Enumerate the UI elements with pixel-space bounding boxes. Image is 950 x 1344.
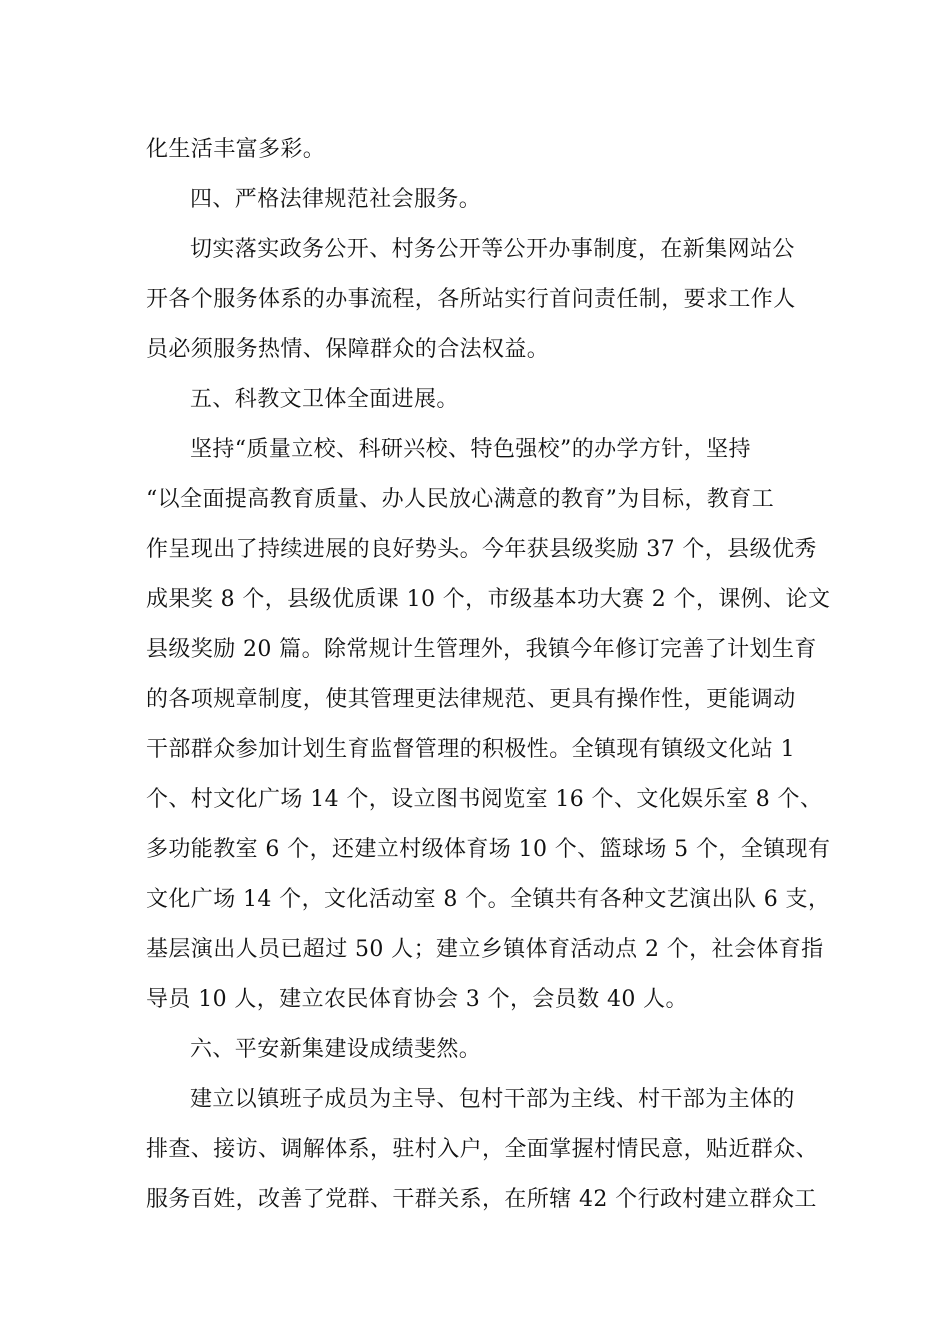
text-line-5: 员必须服务热情、保障群众的合法权益。 <box>146 337 550 362</box>
text-line-7: 坚持“质量立校、科研兴校、特色强校”的办学方针，坚持 <box>190 437 751 462</box>
text-line-21: 排查、接访、调解体系，驻村入户，全面掌握村情民意，贴近群众、 <box>146 1137 819 1162</box>
text-line-9: 作呈现出了持续进展的良好势头。今年获县级奖励 37 个，县级优秀 <box>146 537 817 562</box>
text-line-4: 开各个服务体系的办事流程，各所站实行首问责任制，要求工作人 <box>146 287 796 312</box>
text-line-18: 导员 10 人，建立农民体育协会 3 个，会员数 40 人。 <box>146 987 688 1012</box>
text-line-20: 建立以镇班子成员为主导、包村干部为主线、村干部为主体的 <box>190 1087 795 1112</box>
text-line-22: 服务百姓，改善了党群、干群关系，在所辖 42 个行政村建立群众工 <box>146 1187 817 1212</box>
text-line-11: 县级奖励 20 篇。除常规计生管理外，我镇今年修订完善了计划生育 <box>146 637 817 662</box>
text-line-3: 切实落实政务公开、村务公开等公开办事制度，在新集网站公 <box>190 237 795 262</box>
text-line-10: 成果奖 8 个，县级优质课 10 个，市级基本功大赛 2 个，课例、论文 <box>146 587 831 612</box>
text-line-1: 化生活丰富多彩。 <box>146 137 326 162</box>
text-line-12: 的各项规章制度，使其管理更法律规范、更具有操作性，更能调动 <box>146 687 796 712</box>
section-heading-6: 六、平安新集建设成绩斐然。 <box>190 1037 482 1062</box>
text-line-17: 基层演出人员已超过 50 人；建立乡镇体育活动点 2 个，社会体育指 <box>146 937 824 962</box>
text-line-8: “以全面提高教育质量、办人民放心满意的教育”为目标，教育工 <box>146 487 775 512</box>
section-heading-4: 四、严格法律规范社会服务。 <box>190 187 482 212</box>
section-heading-5: 五、科教文卫体全面进展。 <box>190 387 459 412</box>
text-line-15: 多功能教室 6 个，还建立村级体育场 10 个、篮球场 5 个，全镇现有 <box>146 837 831 862</box>
text-line-14: 个、村文化广场 14 个，设立图书阅览室 16 个、文化娱乐室 8 个、 <box>146 787 823 812</box>
text-line-16: 文化广场 14 个，文化活动室 8 个。全镇共有各种文艺演出队 6 支， <box>146 887 831 912</box>
text-line-13: 干部群众参加计划生育监督管理的积极性。全镇现有镇级文化站 1 <box>146 737 795 762</box>
